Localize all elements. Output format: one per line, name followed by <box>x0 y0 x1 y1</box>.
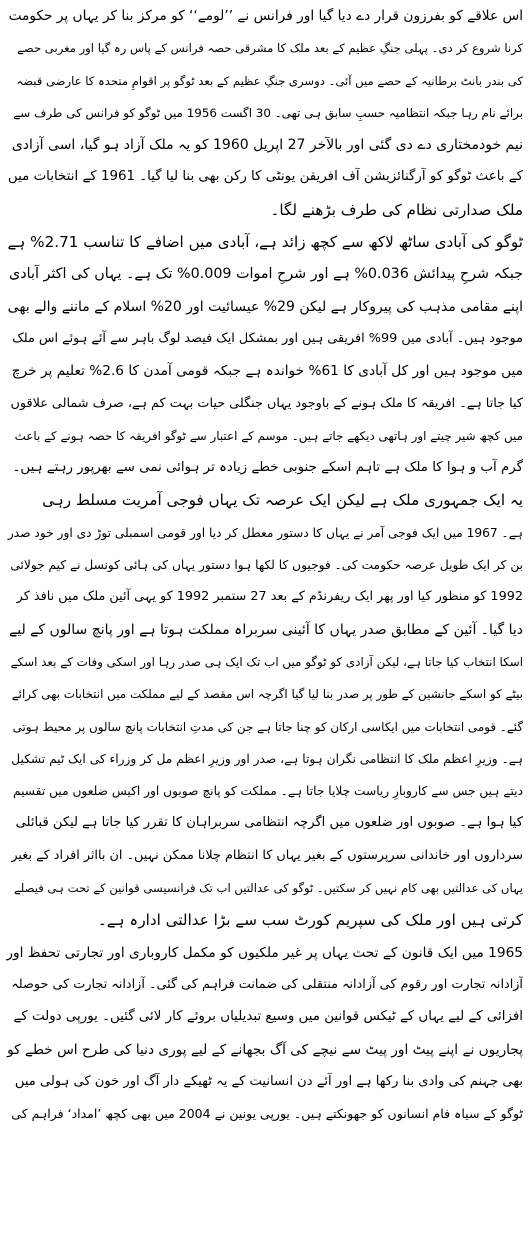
paragraph-3-line-7: بیٹے کو اسکے جانشین کے طور پر صدر بنا لیا گیا اگرچہ اس مقصد کے لیے مملکت میں انتخابات بھی کرائے <box>11 687 523 702</box>
paragraph-2-line-6: کیا جاتا ہے۔ افریقہ کا ملک ہونے کے باوجود یہاں جنگلی حیات بہت کم ہے، صرف شمالی علاقوں <box>10 395 523 411</box>
paragraph-2-line-4: موجود ہیں۔ آبادی میں 99% افریقی ہیں اور بمشکل ایک فیصد لوگ باہر سے آئے ہوئے اس ملک <box>12 330 523 346</box>
paragraph-4-line-5: بھی جہنم کی وادی بنا رکھا ہے اور آئے دن انسانیت کے یہ ٹھیکے دار آگ اور خون کی ہولی میں <box>14 1073 523 1089</box>
paragraph-3-line-8: گئے۔ قومی انتخابات میں ایکاسی ارکان کو چنا جاتا ہے جن کی مدتِ انتخابات پانچ سالوں پر محیط ہوتی <box>12 719 523 734</box>
paragraph-1-line-2: کرنا شروع کر دی۔ پہلی جنگِ عظیم کے بعد ملک کا مشرقی حصہ فرانس کے پاس رہ گیا اور مغربی حصے <box>17 41 523 56</box>
paragraph-4-line-6: ٹوگو کے سیاہ فام انسانوں کو جھونکتے ہیں۔ یورپی یونین نے 2004 میں بھی کچھ ’امداد‘ فراہم کی <box>11 1106 523 1122</box>
paragraph-3-line-9: ہے۔ وزیرِ اعظم ملک کا انتظامی نگران ہوتا ہے، صدر اور وزیرِ اعظم مل کر وزراء کی ایک ٹیم تشکیل <box>11 751 523 766</box>
paragraph-3-line-5: دیا گیا۔ آئین کے مطابق صدر یہاں کا آئینی سربراہ مملکت ہوتا ہے اور پانچ سالوں کے لیے <box>9 621 523 638</box>
paragraph-2-line-3: اپنے مقامی مذہب کی پیروکار ہے لیکن 29% عیسائیت اور 20% اسلام کے ماننے والے بھی <box>7 298 523 315</box>
paragraph-1-line-5: نیم خودمختاری دے دی گئی اور بالآخر 27 اپریل 1960 کو یہ ملک آزاد ہو گیا، اسی آزادی <box>11 137 523 154</box>
paragraph-3-line-14: کرتی ہیں اور ملک کی سپریم کورٹ سب سے بڑا عدالتی ادارہ ہے۔ <box>97 911 523 930</box>
paragraph-3-line-11: کیا ہوا ہے۔ صوبوں اور ضلعوں میں اگرچہ انتظامی سربراہان کا تقرر کیا جاتا ہے لیکن قبائلی <box>15 815 523 831</box>
paragraph-3-line-3: بن کر ایک طویل عرصہ حکومت کی۔ فوجیوں کا لکھا ہوا دستور یہاں کی ہائی کونسل نے کیم جولائی <box>10 558 523 573</box>
paragraph-4-line-2: آزادانہ تجارت اور رقوم کی آزادانہ منتقلی کی ضمانت فراہم کی گئی۔ آزادانہ تجارت کی حوصلہ <box>11 976 523 992</box>
paragraph-3-line-6: اسکا انتخاب کیا جاتا ہے، لیکن آزادی کو ٹوگو میں اب تک ایک ہی صدر رہا اور اسکی وفات کے بعد اسکے <box>10 654 523 669</box>
paragraph-2-line-2: جبکہ شرحِ پیدائش 0.036% ہے اور شرحِ اموات 0.009% تک ہے۔ یہاں کی اکثر آبادی <box>9 266 523 283</box>
paragraph-3-line-10: دیتے ہیں جس سے کاروبارِ ریاست چلایا جاتا ہے۔ مملکت کو پانچ صوبوں اور اکیس ضلعوں میں تقسیم <box>13 784 523 799</box>
paragraph-2-line-8: گرم آب و ہوا کا ملک ہے تاہم اسکے جنوبی خطے زیادہ تر ہوائی نمی سے بھرپور رہتے ہیں۔ <box>12 460 523 476</box>
paragraph-2-line-5: میں موجود ہیں اور کل آبادی کا 61% خواندہ ہے جبکہ قومی آمدن کا 2.6% تعلیم پر خرچ <box>11 363 523 380</box>
paragraph-1-line-7: ملک صدارتی نظام کی طرف بڑھنے لگا۔ <box>270 200 523 219</box>
paragraph-1-line-4: برائے نام رہا جبکہ انتظامیہ حسبِ سابق ہی تھی۔ 30 اگست 1956 میں ٹوگو کو فرانس کی طرف سے <box>13 105 523 120</box>
paragraph-4-line-3: افزائی کے لیے یہاں کے ٹیکس قوانین میں وسیع تبدیلیاں بروئے کار لائی گئیں۔ یورپی دولت کے <box>13 1009 523 1025</box>
paragraph-1-line-6: کے باعث ٹوگو کو آرگنائزیشن آف افریقن یونٹی کا رکن بھی بنا لیا گیا۔ 1961 کے انتخابات میں <box>7 169 523 185</box>
paragraph-3-line-4: 1992 کو منظور کیا اور پھر ایک ریفرنڈم کے بعد 27 ستمبر 1992 کو یہی آئین ملک میں نافذ کر <box>16 589 523 605</box>
paragraph-3-line-2: ہے۔ 1967 میں ایک فوجی آمر نے یہاں کا دستور معطل کر دیا اور قومی اسمبلی توڑ دی اور خود صدر <box>7 525 523 540</box>
paragraph-2-line-1: ٹوگو کی آبادی ساٹھ لاکھ سے کچھ زائد ہے، آبادی میں اضافے کا تناسب 2.71% ہے <box>7 233 523 252</box>
paragraph-1-line-1: اس علاقے کو بفرزون قرار دے دیا گیا اور فرانس نے ’’لومے‘‘ کو مرکز بنا کر یہاں پر حکومت <box>8 8 523 24</box>
paragraph-3-line-12: سرداروں اور خاندانی سرپرستوں کے بغیر یہاں کا انتظام چلانا ممکن نہیں۔ ان بااثر افراد کے بغیر <box>11 847 523 863</box>
paragraph-1-line-3: کی بندر بانٹ برطانیہ کے حصے میں آئی۔ دوسری جنگِ عظیم کے بعد ٹوگو پر اقوامِ متحدہ کا عارضی قبضہ <box>16 73 523 88</box>
paragraph-2-line-7: میں کچھ شیر چیتے اور ہاتھی دیکھے جاتے ہیں۔ موسم کے اعتبار سے ٹوگو افریقہ کا حصہ ہونے کے باعث <box>14 428 523 443</box>
paragraph-4-line-4: پجاریوں نے اپنے پیٹ اور پیٹ سے نیچے کی آگ بجھانے کے لیے پوری دنیا کی طرح اس خطے کو <box>7 1041 523 1058</box>
paragraph-3-line-1: یہ ایک جمہوری ملک ہے لیکن ایک عرصہ تک یہاں فوجی آمریت مسلط رہی <box>42 491 523 510</box>
paragraph-4-line-1: 1965 میں ایک قانون کے تحت یہاں پر غیر ملکیوں کو مکمل کاروباری اور تجارتی تحفظ اور <box>6 944 523 961</box>
paragraph-3-line-13: یہاں کی عدالتیں بھی کام نہیں کر سکتیں۔ ٹوگو کی عدالتیں اب تک فرانسیسی قوانین کے تحت ہی فیصلے <box>14 881 523 896</box>
